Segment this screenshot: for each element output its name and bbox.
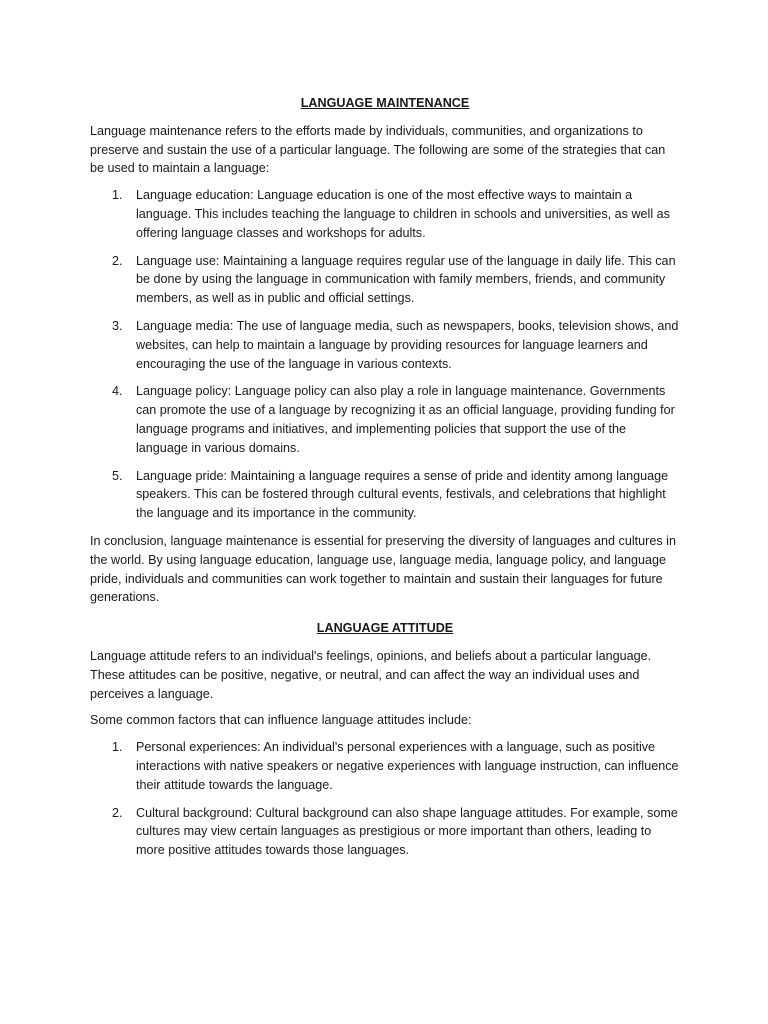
attitude-intro-paragraph: Language attitude refers to an individual's feelings, opinions, and beliefs about a particular language. These attitudes can be positive, negative, or neutral, and can affect the way an individual uses and perceives a language. — [90, 648, 652, 701]
list-item — [90, 382, 680, 457]
list-item-text: Language media: The use of language media, such as newspapers, books, television shows, and websites, can help to maintain a language by providing resources for language learners and encouraging the use of the language in various contexts. — [136, 318, 679, 371]
list-number: 2. — [112, 253, 123, 268]
list-number: 2. — [112, 805, 123, 820]
list-item — [90, 252, 680, 308]
conclusion-paragraph: In conclusion, language maintenance is essential for preserving the diversity of languages and cultures in the world. By using language education, language use, language media, language policy, and language pride, individuals and communities can work together to maintain and sustain their languages for future generations. — [90, 533, 676, 605]
factors-list — [90, 738, 680, 860]
list-number: 3. — [112, 318, 123, 333]
intro-paragraph: Language maintenance refers to the efforts made by individuals, communities, and organizations to preserve and sustain the use of a particular language. The following are some of the strategies that can be used to maintain a language: — [90, 123, 666, 176]
list-item-text: Language education: Language education is one of the most effective ways to maintain a language. This includes teaching the language to children in schools and universities, as well as offering language classes and workshops for adults. — [136, 188, 670, 240]
list-number: 4. — [112, 384, 123, 399]
list-item-text: Language use: Maintaining a language requires regular use of the language in daily life. This can be done by using the language in communication with family members, friends, and community members, as well as in public and official settings. — [136, 253, 676, 306]
list-item-text: Personal experiences: An individual's personal experiences with a language, such as positive interactions with native speakers or negative experiences with language instruction, can influence their attitude towards the language. — [136, 740, 679, 792]
list-item — [90, 186, 680, 242]
list-item — [90, 467, 680, 523]
list-item-text: Cultural background: Cultural background can also shape language attitudes. For example, some cultures may view certain languages as prestigious or more important than others, leading to more positive attitudes towards those languages. — [136, 805, 678, 858]
list-item — [90, 317, 680, 373]
list-number: 1. — [112, 740, 123, 755]
list-number: 1. — [112, 188, 123, 203]
factors-intro-paragraph: Some common factors that can influence language attitudes include: — [90, 713, 472, 728]
list-item-text: Language policy: Language policy can also play a role in language maintenance. Governments can promote the use of a language by recognizing it as an official language, providing funding for language programs and initiatives, and implementing policies that support the use of the language in various domains. — [136, 384, 675, 455]
strategies-list — [90, 186, 680, 523]
section-heading-language-attitude: LANGUAGE ATTITUDE — [316, 621, 454, 636]
list-number: 5. — [112, 468, 123, 483]
section-heading-language-maintenance: LANGUAGE MAINTENANCE — [300, 96, 470, 110]
list-item — [90, 804, 680, 860]
list-item — [90, 738, 680, 794]
list-item-text: Language pride: Maintaining a language requires a sense of pride and identity among language speakers. This can be fostered through cultural events, festivals, and celebrations that highlight the language and its importance in the community. — [136, 468, 669, 521]
document-content — [90, 94, 680, 869]
